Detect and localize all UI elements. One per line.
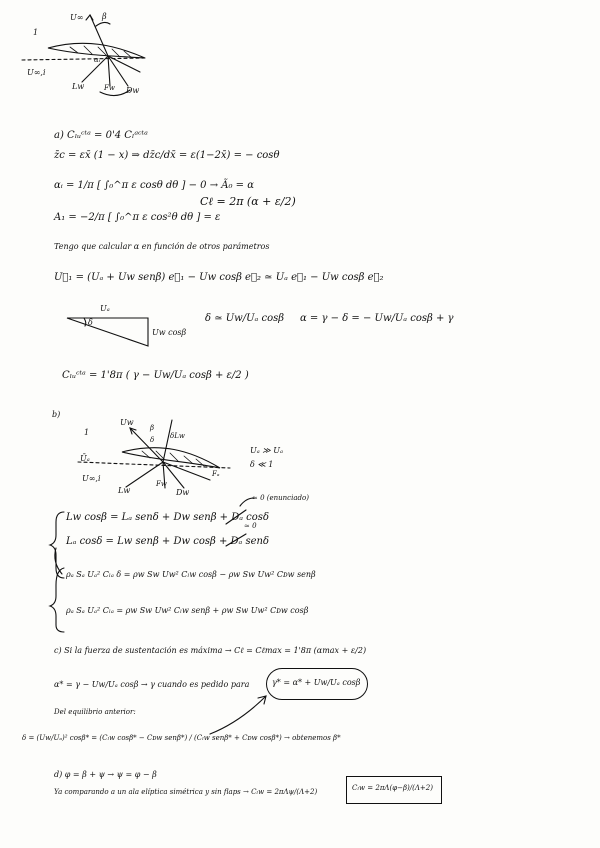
vector-l-2	[163, 420, 172, 462]
label-beta-2: β	[150, 424, 155, 432]
part-c-line1: c) Si la fuerza de sustentación es máxima → Cℓ = Cℓmax = 1'8π (αmax + ε/2)	[54, 646, 367, 655]
label-fw-2: Fw	[156, 480, 167, 488]
triangle-angle-arc	[84, 318, 86, 326]
part-c-line2a: α* = γ − Uw/Uₐ cosβ → γ cuando es pedido para	[54, 680, 250, 689]
label-dw: Dw	[126, 86, 140, 95]
delta-equation: δ ≃ Uw/Uₐ cosβ	[205, 313, 285, 324]
label-inflow-2: U∞,i	[82, 474, 101, 483]
figure-number: 1	[33, 28, 39, 37]
condition-2: δ ≪ 1	[250, 460, 274, 469]
label-fa-2: Fₐ	[212, 470, 220, 478]
note-small: ≃ 0	[244, 522, 257, 530]
part-a-line1: a) Cₗᵤᶜᵗᵃ = 0'4 Cₗᵃᶜᵗᵃ	[54, 130, 148, 141]
alpha-equation: α = γ − δ = − Uw/Uₐ cosβ + γ	[300, 313, 454, 324]
label-alpha-i: αᵢ	[94, 56, 101, 64]
label-dw-2: Dw	[176, 488, 190, 497]
part-d-line2: Ya comparando a un ala elíptica simétrica y sin flaps → Cₗw = 2πΛψ/(Λ+2)	[54, 788, 318, 796]
triangle-angle-label: δ	[88, 318, 93, 327]
part-a-line2: z̄c = εx̄ (1 − x) ⇒ dz̄c/dx̄ = ε(1−2x̄) = − cosθ	[54, 150, 280, 161]
equilibrium-eq2: Lₐ cosδ = Lw senβ + Dw cosβ + Dₐ senδ	[66, 536, 269, 547]
equilibrium-eq3: ρₐ Sₐ Uₐ² Cₗₐ δ = ρw Sw Uw² Cₗw cosβ − ρw Sw Uw² Cᴅw senβ	[66, 570, 316, 579]
triangle-top-label: Uₐ	[100, 304, 110, 313]
angle-arc-beta-1	[96, 22, 110, 26]
note-enunciado: ≃ 0 (enunciado)	[252, 494, 309, 502]
triangle-side-label: Uw cosβ	[152, 328, 187, 337]
vector-fw-1	[108, 56, 110, 86]
system-brace	[50, 512, 64, 578]
part-d-result: Cₗw = 2πΛ(φ−β)/(Λ+2)	[352, 784, 433, 792]
label-u-up: U∞	[70, 13, 84, 22]
label-lw-top-2: δLw	[170, 432, 185, 440]
label-lw-2: Lw	[118, 486, 131, 495]
label-beta-top: β	[102, 12, 107, 21]
part-a-result-cl: Cℓ = 2π (α + ε/2)	[200, 195, 296, 208]
label-lw: Lw	[72, 82, 85, 91]
label-ua-2: Ūₐ	[80, 454, 90, 463]
condition-1: Uₐ ≫ Uₐ	[250, 446, 283, 455]
part-d-line1: d) φ = β + ψ → ψ = φ − β	[54, 770, 157, 779]
part-a-line3: αᵢ = 1/π [ ∫₀^π ε cosθ dθ ] − 0 → Ã₀ = α	[54, 180, 254, 191]
part-a-velocity: U⃗₁ = (Uₐ + Uw senβ) e⃗₁ − Uw cosβ e⃗₂ ≃ Uₐ e⃗₁ − Uw cosβ e⃗₂	[54, 272, 384, 283]
part-c-line4: δ = (Uw/Uₐ)² cosβ* = (Cₗw cosβ* − Cᴅw senβ*) / (Cₗw senβ* + Cᴅw cosβ*) → obtenemos β*	[22, 734, 341, 742]
label-fw: Fw	[104, 84, 115, 92]
velocity-triangle	[67, 318, 148, 346]
equilibrium-eq4: ρₐ Sₐ Uₐ² Cₗₐ = ρw Sw Uw² Cₗw senβ + ρw Sw Uw² Cᴅw cosβ	[66, 606, 309, 615]
inflow-dash-1	[22, 58, 145, 60]
part-b-figure-number: 1	[84, 428, 90, 437]
part-b-label: b)	[52, 410, 61, 419]
label-uw-2: Uw	[120, 418, 134, 427]
part-a-line4: A₁ = −2/π [ ∫₀^π ε cos²θ dθ ] = ε	[54, 212, 221, 223]
part-c-line3: Del equilibrio anterior:	[54, 708, 136, 716]
part-c-line2b: γ* = α* + Uw/Uₐ cosβ	[272, 678, 361, 687]
inflow-dash-2	[78, 462, 230, 468]
label-inflow: U∞,i	[27, 68, 46, 77]
part-a-clwing: Cₗᵤᶜᵗᵃ = 1'8π ( γ − Uw/Uₐ cosβ + ε/2 )	[62, 370, 249, 381]
arrow-to-oval	[210, 696, 266, 734]
label-delta-2: δ	[150, 436, 155, 444]
equilibrium-eq1: Lw cosβ = Lₐ senδ + Dw senβ + Dₐ cosδ	[66, 512, 269, 523]
part-a-sentence: Tengo que calcular α en función de otros parámetros	[54, 242, 270, 251]
